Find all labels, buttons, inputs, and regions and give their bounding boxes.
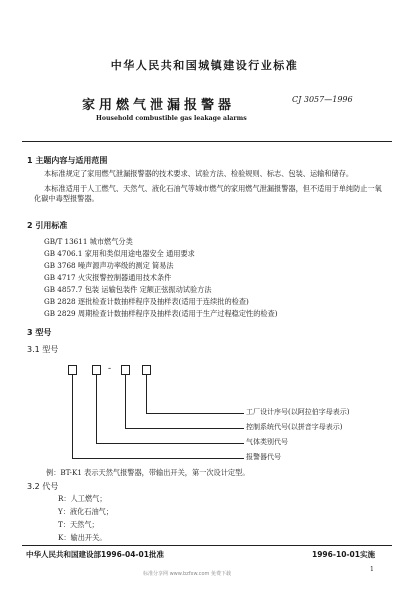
leader-line [146,413,244,414]
english-title: Household combustible gas leakage alarms [96,115,247,122]
section-1-paragraph-1: 本标准规定了家用燃气泄漏报警器的技术要求、试验方法、检验规则、标志、包装、运输和储存。 [44,169,354,178]
document-title: 家用燃气泄漏报警器 [82,98,236,113]
code-box-4 [142,365,151,375]
diagram-label-control-system: 控制系统代号(以拼音字母表示) [246,423,343,431]
leader-line [96,375,97,443]
issuing-organization: 中华人民共和国城镇建设行业标准 [110,59,299,72]
watermark-link[interactable]: 标准分享网 www.bzfxw.com 免费下载 [143,571,231,577]
section-1-heading: 1 主题内容与适用范围 [27,156,108,165]
leader-line [72,458,244,459]
code-box-1 [68,365,77,375]
model-example: 例：BT-K1 表示天然气报警器，带输出开关，第一次设计定型。 [46,468,250,477]
section-3-1-heading: 3.1 型号 [27,345,59,354]
code-item: T：天然气； [58,520,99,529]
reference-item: GB/T 13611 城市燃气分类 [44,237,133,246]
diagram-label-gas-type: 气体类别代号 [246,438,288,446]
reference-item: GB 4857.7 包装 运输包装件 定额正弦振动试验方法 [44,285,212,294]
reference-item: GB 2828 逐批检查计数抽样程序及抽样表(适用于连续批的检查) [44,297,249,306]
code-item: Y：液化石油气； [58,507,114,516]
reference-item: GB 2829 周期检查计数抽样程序及抽样表(适用于生产过程稳定性的检查) [44,309,278,318]
page-number: 1 [370,566,374,573]
code-dash: - [108,364,112,374]
leader-line [96,443,244,444]
section-3-2-heading: 3.2 代号 [27,482,59,491]
header-rule [22,141,392,142]
section-2-heading: 2 引用标准 [27,221,68,230]
code-item: K：输出开关。 [58,533,107,542]
diagram-label-factory-design: 工厂设计序号(以阿拉伯字母表示) [246,408,350,416]
reference-item: GB 4717 火灾报警控制器通用技术条件 [44,273,172,282]
reference-item: GB 4706.1 家用和类似用途电器安全 通用要求 [44,249,195,258]
leader-line [72,375,73,458]
standard-code: CJ 3057—1996 [292,95,353,104]
code-item: R：人工燃气； [58,494,107,503]
approval-statement: 中华人民共和国建设部1996-04-01批准 [26,550,164,559]
code-box-3 [121,365,130,375]
leader-line [125,428,244,429]
footer-rule [22,545,392,546]
section-1-paragraph-2: 本标准适用于人工燃气、天然气、液化石油气等城市燃气的家用燃气泄漏报警器，但不适用于单纯防止一氧化碳中毒型报警器。 [34,184,382,203]
code-box-2 [92,365,101,375]
leader-line [146,375,147,413]
leader-line [125,375,126,428]
reference-item: GB 3768 噪声源声功率级的测定 简易法 [44,261,174,270]
implementation-date: 1996-10-01实施 [312,550,375,559]
diagram-label-alarm-code: 报警器代号 [246,453,281,461]
section-3-heading: 3 型号 [27,328,52,337]
